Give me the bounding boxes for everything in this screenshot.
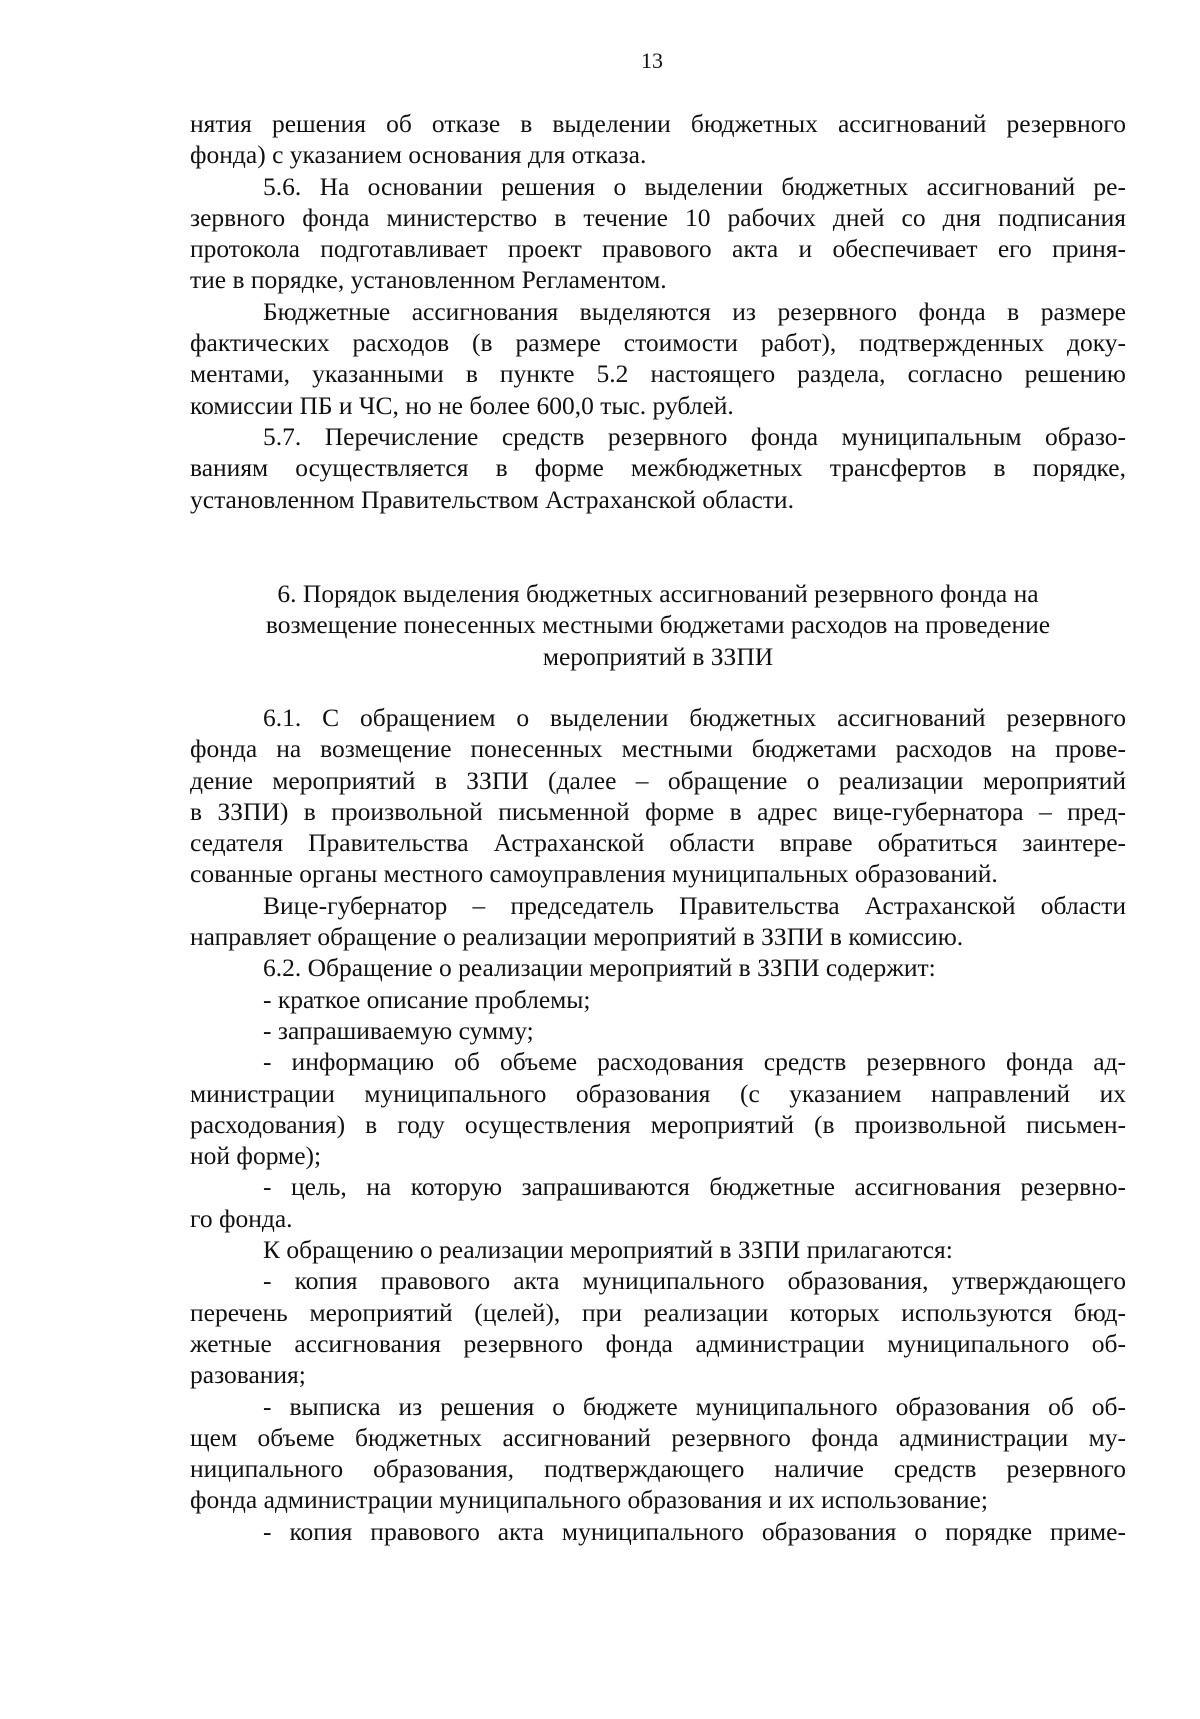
text-line: нятия решения об отказе в выделении бюджетных ассигнований резервного [190, 109, 1126, 138]
list-item: - копия правового акта муниципального образования о порядке приме- [263, 1516, 1126, 1546]
text-line: фактических расходов (в размере стоимости работ), подтвержденных доку- [190, 328, 1126, 358]
text-line: фонда на возмещение понесенных местными бюджетами расходов на прове- [190, 734, 1126, 764]
text-line: Вице-губернатор – председатель Правительства Астраханской области [263, 890, 1126, 920]
text-line: направляет обращение о реализации мероприятий в ЗЗПИ в комиссию. [190, 922, 964, 952]
section-6-heading [190, 578, 1126, 672]
text-line: в ЗЗПИ) в произвольной письменной форме в адрес вице-губернатора – пред- [190, 796, 1126, 826]
text-line: сованные органы местного самоуправления муниципальных образований. [190, 859, 998, 889]
list-item: - копия правового акта муниципального образования, утверждающего [263, 1266, 1126, 1296]
text-line: го фонда. [190, 1203, 293, 1233]
text-line: расходования) в году осуществления мероприятий (в произвольной письмен- [190, 1109, 1126, 1139]
text-line: щем объеме бюджетных ассигнований резервного фонда администрации му- [190, 1422, 1126, 1452]
text-line: разования; [190, 1360, 306, 1390]
list-item: - информацию об объеме расходования средств резервного фонда ад- [263, 1047, 1126, 1077]
text-line: дение мероприятий в ЗЗПИ (далее – обращение о реализации мероприятий [190, 765, 1126, 795]
text-line: протокола подготавливает проект правового акта и обеспечивает его приня- [190, 234, 1126, 264]
text-line: комиссии ПБ и ЧС, но не более 600,0 тыс. рублей. [190, 390, 734, 420]
text-line: зервного фонда министерство в течение 10 рабочих дней со дня подписания [190, 202, 1126, 232]
text-line: жетные ассигнования резервного фонда администрации муниципального об- [190, 1328, 1126, 1358]
text-line: седателя Правительства Астраханской области вправе обратиться заинтере- [190, 828, 1126, 858]
heading-line: 6. Порядок выделения бюджетных ассигнований резервного фонда на [277, 579, 1039, 608]
text-line: ментами, указанными в пункте 5.2 настоящего раздела, согласно решению [190, 359, 1126, 389]
section-6-text [190, 702, 1126, 1547]
text-line: тие в порядке, установленном Регламентом. [190, 265, 667, 295]
section-5-text [190, 108, 1126, 515]
paragraph-6-2-start: 6.2. Обращение о реализации мероприятий в ЗЗПИ содержит: [263, 953, 936, 983]
text-line: министрации муниципального образования (с указанием направлений их [190, 1078, 1126, 1108]
text-line: перечень мероприятий (целей), при реализации которых используются бюд- [190, 1297, 1126, 1327]
page-number: 13 [641, 48, 663, 73]
paragraph-5-7-start: 5.7. Перечисление средств резервного фонда муниципальным образо- [263, 421, 1126, 451]
heading-line: возмещение понесенных местными бюджетами расходов на проведение [265, 610, 1051, 640]
text-line: ной форме); [190, 1141, 322, 1171]
paragraph-5-6-start: 5.6. На основании решения о выделении бюджетных ассигнований ре- [263, 171, 1126, 201]
text-line: К обращению о реализации мероприятий в ЗЗПИ прилагаются: [263, 1235, 953, 1265]
text-line: ваниям осуществляется в форме межбюджетных трансфертов в порядке, [190, 453, 1126, 483]
text-line: фонда) с указанием основания для отказа. [190, 140, 647, 170]
text-line: фонда администрации муниципального образования и их использование; [190, 1485, 988, 1515]
text-line: ниципального образования, подтверждающего наличие средств резервного [190, 1454, 1126, 1484]
text-line: установленном Правительством Астраханской области. [190, 484, 794, 514]
paragraph-6-1-start: 6.1. С обращением о выделении бюджетных ассигнований резервного [263, 703, 1126, 732]
list-item: - цель, на которую запрашиваются бюджетные ассигнования резервно- [263, 1172, 1126, 1202]
list-item: - краткое описание проблемы; [263, 984, 591, 1014]
list-item: - выписка из решения о бюджете муниципального образования об об- [263, 1391, 1126, 1421]
heading-line: мероприятий в ЗЗПИ [542, 641, 774, 671]
text-line: Бюджетные ассигнования выделяются из резервного фонда в размере [263, 296, 1126, 326]
list-item: - запрашиваемую сумму; [263, 1015, 534, 1045]
